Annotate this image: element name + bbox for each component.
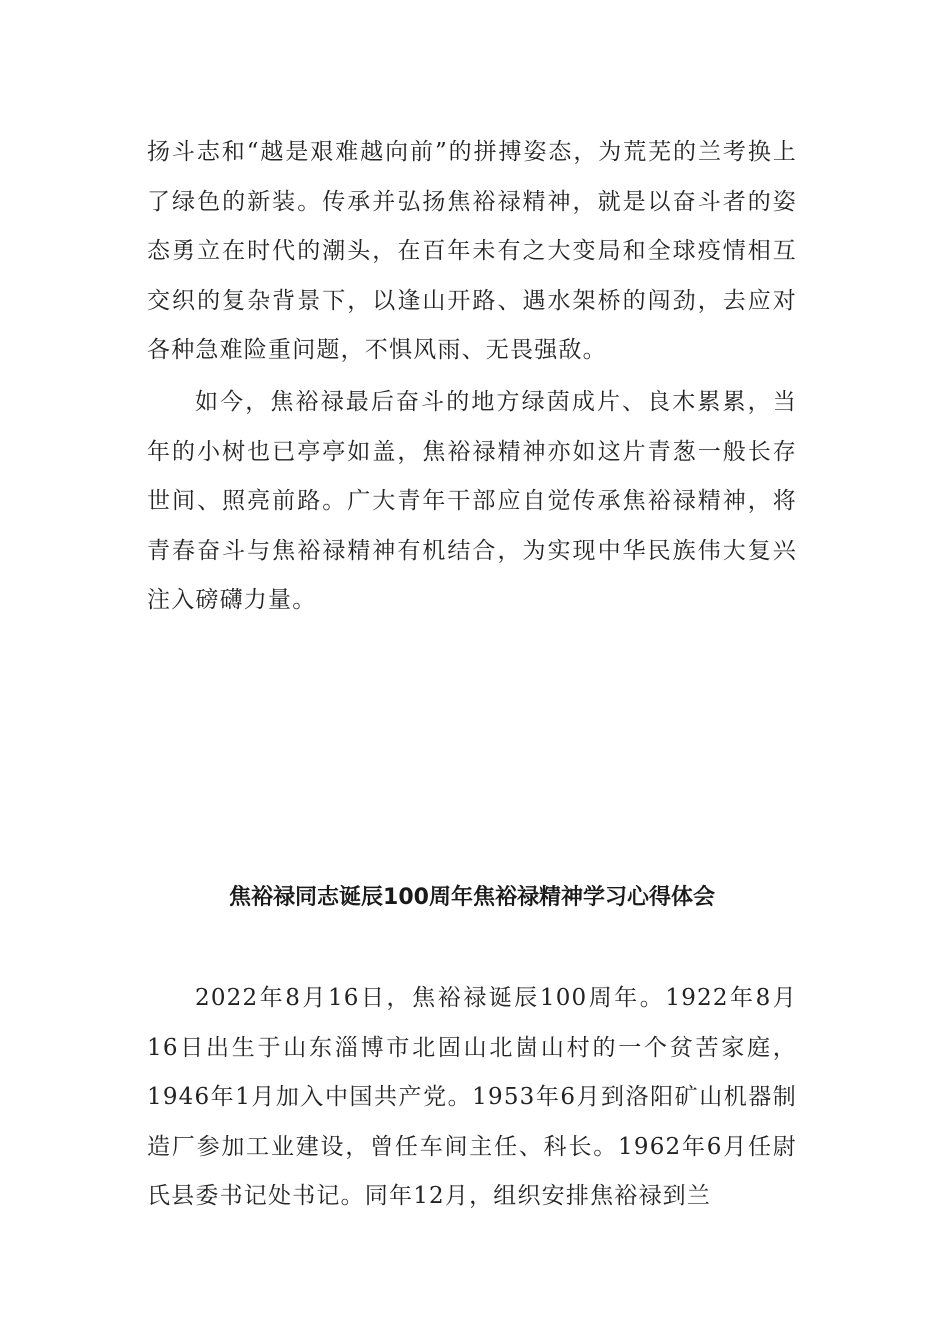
- article-title: 焦裕禄同志诞辰100周年焦裕禄精神学习心得体会: [229, 885, 715, 910]
- paragraph-continuation: [147, 128, 797, 376]
- body-paragraph: 2022年8月16日，焦裕禄诞辰100周年。1922年8月16日出生于山东淄博市北固山北崮山村的一个贫苦家庭，1946年1月加入中国共产党。1953年6月到洛阳矿山机器制造厂参加工业建设，曾任车间主任、科长。1962年6月任尉氏县委书记处书记。同年12月，组织安排焦裕禄到兰: [147, 985, 797, 1209]
- paragraph-block: [147, 378, 797, 626]
- body-paragraph: 扬斗志和“越是艰难越向前”的拼搏姿态，为荒芜的兰考换上了绿色的新装。传承并弘扬焦裕禄精神，就是以奋斗者的姿态勇立在时代的潮头，在百年未有之大变局和全球疫情相互交织的复杂背景下，以逢山开路、遇水架桥的闯劲，去应对各种急难险重问题，不惧风雨、无畏强敌。: [147, 139, 797, 363]
- paragraph-block: [147, 974, 797, 1222]
- body-paragraph: 如今，焦裕禄最后奋斗的地方绿茵成片、良木累累，当年的小树也已亭亭如盖，焦裕禄精神亦如这片青葱一般长存世间、照亮前路。广大青年干部应自觉传承焦裕禄精神，将青春奋斗与焦裕禄精神有机结合，为实现中华民族伟大复兴注入磅礴力量。: [147, 389, 797, 613]
